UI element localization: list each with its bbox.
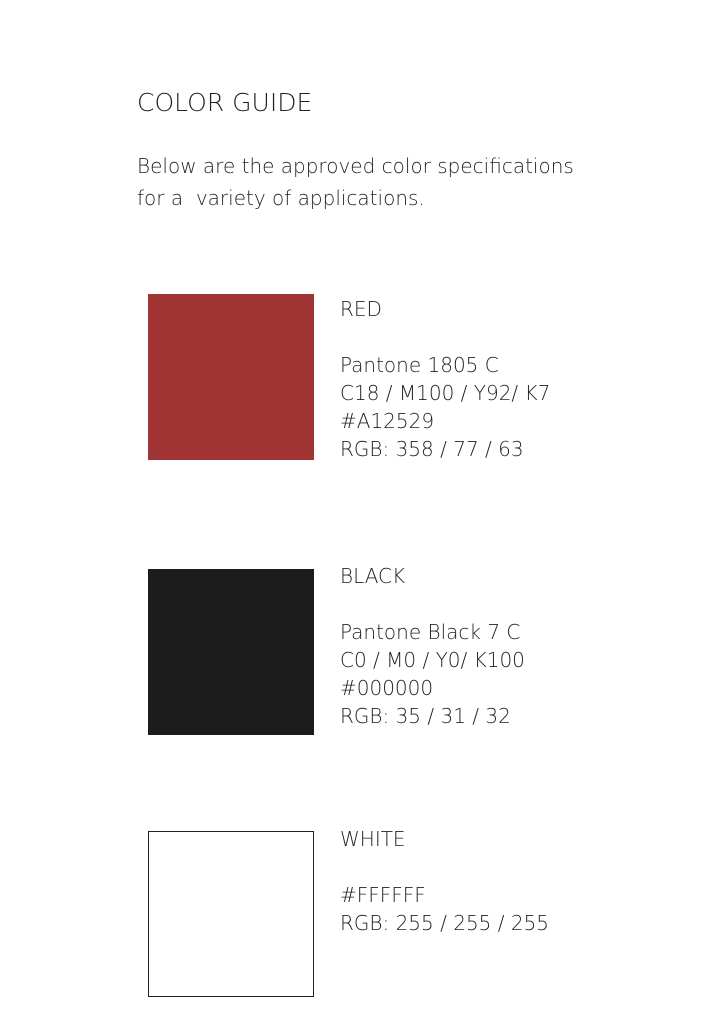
intro-line-2: for a variety of applications. [137,186,425,210]
red-hex: #A12529 [340,409,435,433]
black-pantone: Pantone Black 7 C [340,620,521,644]
white-color-swatch [148,831,314,997]
color-name-white: WHITE [340,827,406,851]
white-hex: #FFFFFF [340,883,426,907]
black-rgb: RGB: 35 / 31 / 32 [340,704,511,728]
white-color-spec [340,825,549,937]
red-pantone: Pantone 1805 C [340,353,499,377]
color-name-black: BLACK [340,564,406,588]
color-name-red: RED [340,297,382,321]
intro-text [137,150,657,214]
black-color-swatch [148,569,314,735]
intro-line-1: Below are the approved color specifications [137,154,574,178]
red-cmyk: C18 / M100 / Y92/ K7 [340,381,551,405]
red-rgb: RGB: 358 / 77 / 63 [340,437,524,461]
page-title: COLOR GUIDE [137,88,313,117]
white-rgb: RGB: 255 / 255 / 255 [340,911,550,935]
black-hex: #000000 [340,676,434,700]
red-color-spec [340,295,550,463]
black-cmyk: C0 / M0 / Y0/ K100 [340,648,525,672]
black-color-spec [340,562,525,730]
red-color-swatch [148,294,314,460]
